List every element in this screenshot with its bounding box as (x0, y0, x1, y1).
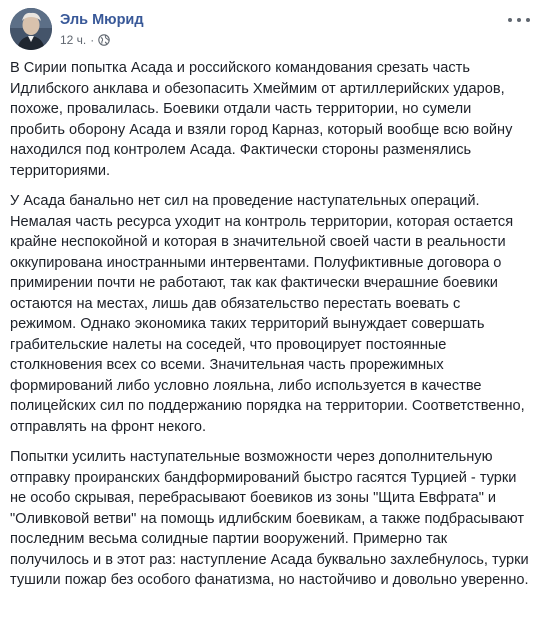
avatar[interactable] (10, 8, 52, 50)
more-options-button[interactable] (508, 12, 530, 28)
post-paragraph: У Асада банально нет сил на проведение наступательных операций. Немалая часть ресурса уходит на контроль территории, которая остается крайне неспокойной и которая в значительной своей части в реальности оккупирована иностранными интервентами. Полуфиктивные договора о примирении почти не работают, так как фактически вчерашние боевики остаются на местах, лишь дав обязательство перестать воевать с режимом. Однако экономика таких территорий вынуждает совершать грабительские налеты на соседей, что провоцирует постоянные столкновения всех со всеми. Значительная часть прорежимных формирований либо условно лояльна, либо используется в качестве полицейских сил по поддержанию порядка на территории. Соответственно, отправлять на фронт некого. (10, 193, 525, 435)
post-paragraph: Попытки усилить наступательные возможности через дополнительную отправку проиранских бандформирований быстро гасятся Турцией - турки не особо скрывая, перебрасывают боевиков из зоны "Щита Евфрата" и "Оливковой ветви" на помощь идлибским боевикам, а также подбрасывают последним весьма солидные партии вооружений. Примерно так получилось и в этот раз: наступление Асада буквально захлебнулось, турки тушили пожар без особого фанатизма, но настойчиво и довольно уверенно. (10, 449, 529, 588)
more-dots-icon (517, 18, 521, 22)
post-text (10, 58, 530, 601)
globe-icon[interactable] (98, 34, 110, 46)
post-paragraph: В Сирии попытка Асада и российского командования срезать часть Идлибского анклава и обезопасить Хмеймим от артиллерийских ударов, похоже, провалилась. Боевики отдали часть территории, но сумели пробить оборону Асада и взяли город Карназ, который вообще всю войну находился под контролем Асада. Фактически стороны разменялись территориями. (10, 60, 513, 179)
avatar-portrait-icon (10, 8, 52, 50)
more-dots-icon (508, 18, 512, 22)
author-name-link[interactable]: Эль Мюрид (60, 12, 144, 28)
more-dots-icon (526, 18, 530, 22)
post-timestamp[interactable]: 12 ч. (60, 33, 87, 47)
meta-separator: · (90, 33, 95, 47)
post-meta (60, 33, 110, 47)
post-header (8, 6, 532, 54)
